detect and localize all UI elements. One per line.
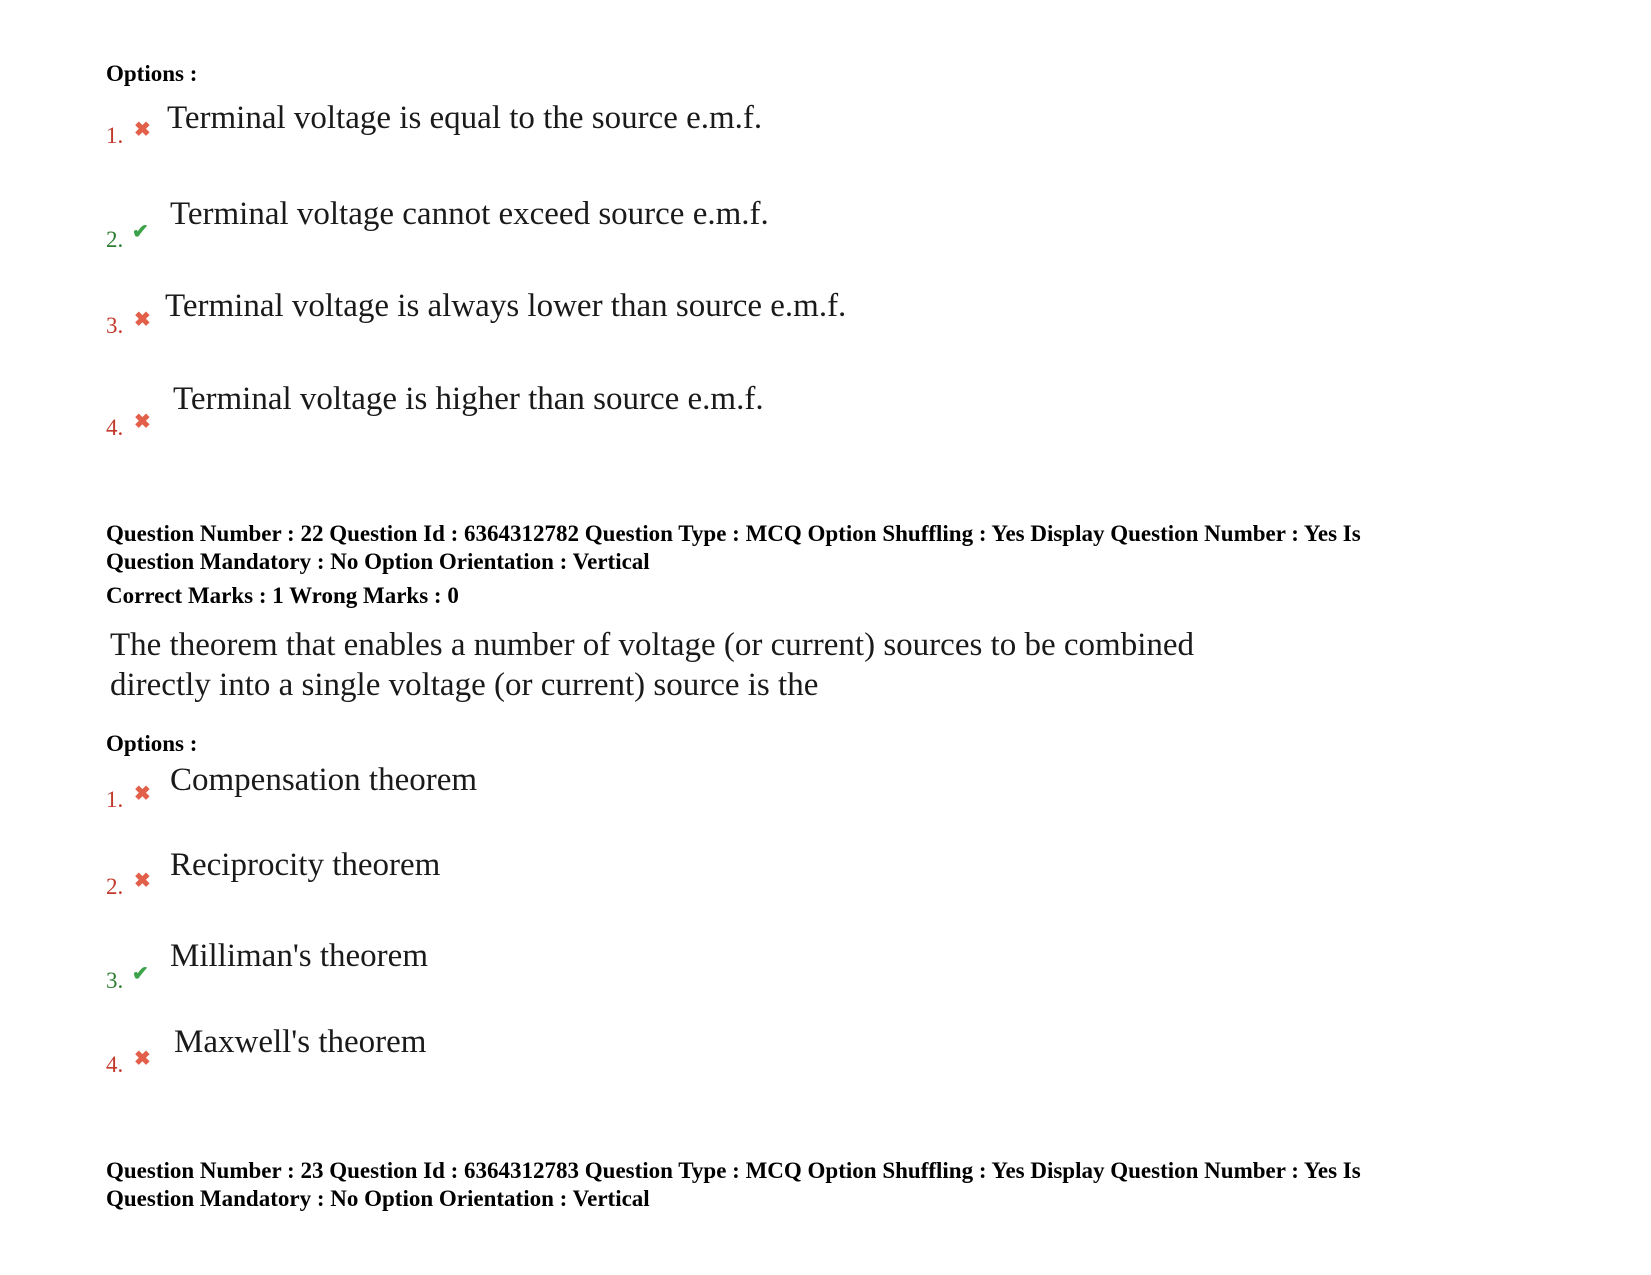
option-number: 2. (106, 874, 124, 899)
check-icon: ✔ (132, 963, 149, 985)
option-number: 1. (106, 123, 124, 148)
question-meta-line: Question Number : 23 Question Id : 6364312783 Question Type : MCQ Option Shuffling : Yes Display Question Number : Yes Is (106, 1158, 1361, 1183)
question-text-line: The theorem that enables a number of voltage (or current) sources to be combined (110, 627, 1195, 663)
cross-icon: ✖ (134, 783, 151, 805)
option-text: Compensation theorem (170, 762, 478, 798)
question-meta-line: Question Number : 22 Question Id : 6364312782 Question Type : MCQ Option Shuffling : Yes Display Question Number : Yes Is (106, 521, 1361, 546)
options-label: Options : (106, 61, 198, 86)
question-text-line: directly into a single voltage (or current) source is the (110, 667, 819, 703)
cross-icon: ✖ (134, 1048, 151, 1070)
option-number: 3. (106, 313, 124, 338)
options-label: Options : (106, 731, 198, 756)
cross-icon: ✖ (134, 309, 151, 331)
cross-icon: ✖ (134, 119, 151, 141)
option-number: 3. (106, 968, 124, 993)
question-text (110, 625, 1410, 705)
option-text: Terminal voltage is always lower than source e.m.f. (165, 288, 847, 324)
question-meta (106, 1157, 1566, 1213)
option-number: 4. (106, 1052, 124, 1077)
option-number: 4. (106, 415, 124, 440)
option-text: Maxwell's theorem (174, 1024, 427, 1060)
option-text: Reciprocity theorem (170, 847, 441, 883)
question-meta-line: Question Mandatory : No Option Orientation : Vertical (106, 1186, 650, 1211)
check-icon: ✔ (132, 221, 149, 243)
option-text: Terminal voltage is higher than source e.m.f. (173, 381, 764, 417)
cross-icon: ✖ (134, 870, 151, 892)
question-marks: Correct Marks : 1 Wrong Marks : 0 (106, 583, 459, 608)
option-number: 2. (106, 227, 124, 252)
option-text: Terminal voltage cannot exceed source e.m.f. (170, 196, 769, 232)
option-text: Milliman's theorem (170, 938, 428, 974)
question-meta-line: Question Mandatory : No Option Orientation : Vertical (106, 549, 650, 574)
question-meta (106, 520, 1566, 576)
option-text: Terminal voltage is equal to the source e.m.f. (167, 100, 763, 136)
option-number: 1. (106, 787, 124, 812)
cross-icon: ✖ (134, 411, 151, 433)
